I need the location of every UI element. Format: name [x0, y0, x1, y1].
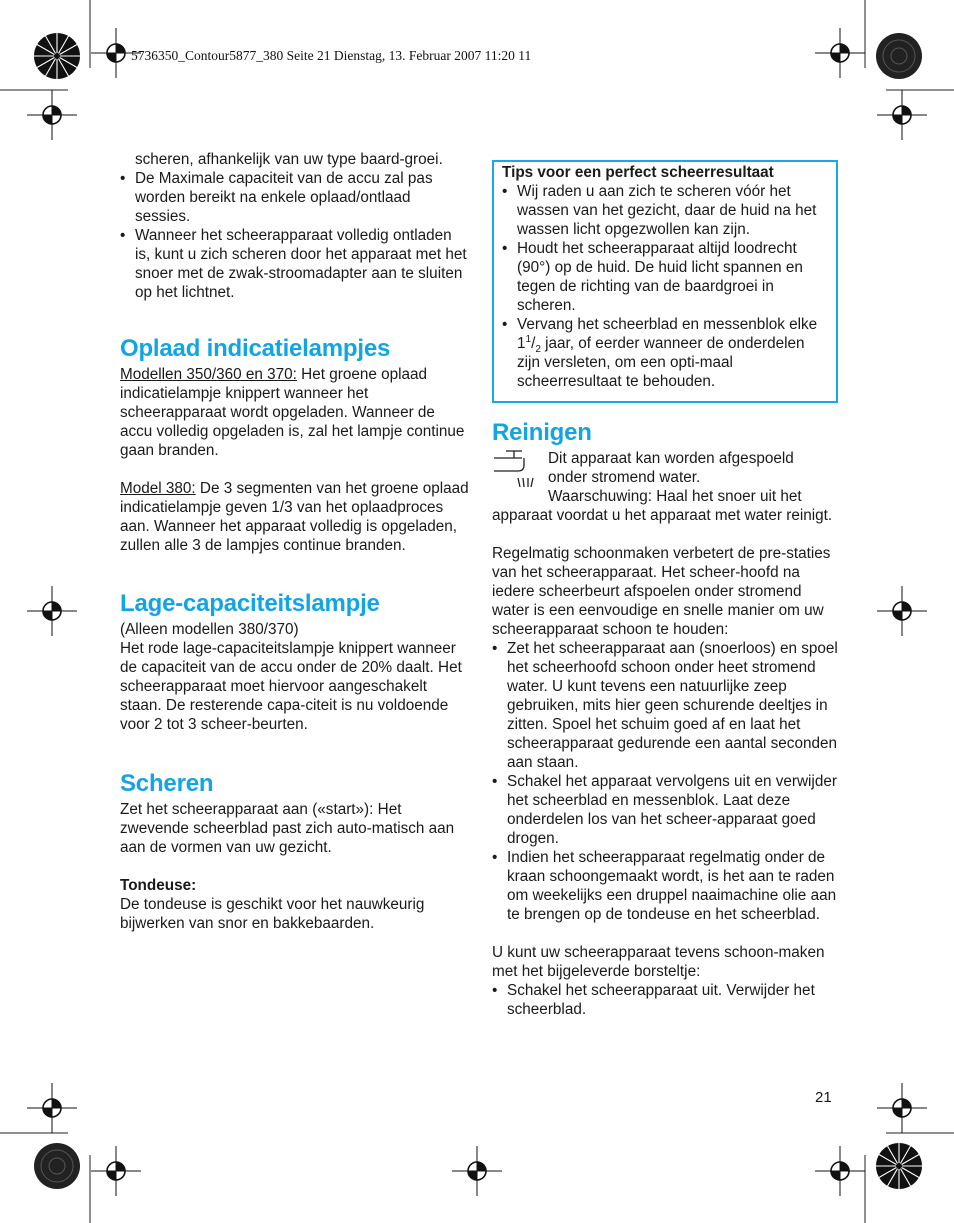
- reinigen-warning-line: Waarschuwing: Haal het snoer uit het: [548, 488, 802, 505]
- print-info-line: 5736350_Contour5877_380 Seite 21 Dienstag, 13. Februar 2007 11:20 11: [131, 48, 532, 63]
- registration-target-icon: [875, 584, 929, 638]
- models-text: Het groene oplaad indicatielampje knippert wanneer het scheerapparaat wordt opgeladen. Wanneer de accu volledig opgeladen is, zal het lampje continue gaan branden.: [120, 366, 465, 459]
- lage-paragraph: Het rode lage-capaciteitslampje knippert wanneer de capaciteit van de accu onder de 20% daalt. Het scheerapparaat moet hiervoor aangeschakelt staan. De resterende capa-citeit is nu voldoende voor 2 tot 3 scheer-beurten.: [120, 640, 462, 733]
- registration-target-icon: [813, 1144, 867, 1198]
- section-heading-oplaad: Oplaad indicatielampjes: [120, 335, 391, 362]
- registration-target-icon: [875, 1081, 929, 1135]
- intro-continuation: scheren, afhankelijk van uw type baard-groei.: [135, 151, 443, 168]
- list-item: • Schakel het apparaat vervolgens uit en verwijder het scheerblad en messenblok. Laat deze onderdelen los van het scheer-apparaat goed drogen.: [492, 772, 838, 848]
- oplaad-models-paragraph: [120, 365, 470, 460]
- right-column: [492, 160, 838, 1019]
- reinigen-bullet-list: [492, 639, 838, 924]
- oplaad-model380-paragraph: [120, 479, 470, 555]
- scheren-paragraph: Zet het scheerapparaat aan («start»): Het zwevende scheerblad past zich auto-matisch aan aan de vormen van uw gezicht.: [120, 801, 455, 856]
- registration-target-icon: [25, 88, 79, 142]
- section-heading-scheren: Scheren: [120, 770, 214, 797]
- models-label: Modellen 350/360 en 370:: [120, 366, 297, 383]
- lage-models-note: (Alleen modellen 380/370): [120, 621, 299, 638]
- list-item: • Zet het scheerapparaat aan (snoerloos) en spoel het scheerhoofd schoon onder heet stromend water. U kunt tevens een natuurlijke zeep gebruiken, mits hier geen schurende deeltjes in zitten. Spoel het schuim goed af en laat het scheerapparaat gedurende een aantal seconden aan staan.: [492, 639, 838, 772]
- list-item: [502, 315, 828, 391]
- registration-target-icon: [25, 584, 79, 638]
- reinigen-paragraph: Regelmatig schoonmaken verbetert de pre-staties van het scheerapparaat. Het scheer-hoofd na iedere scheerbeurt afspoelen onder stromend water is een eenvoudige en snelle manier om uw scheerapparaat schoon te houden:: [492, 545, 831, 638]
- model380-text: De 3 segmenten van het groene oplaad indicatielampje geven 1/3 van het oplaadproces aan. Wanneer het apparaat volledig is opgeladen, zullen alle 3 de lampjes continue branden.: [120, 480, 469, 554]
- reinigen-line1: Dit apparaat kan worden afgespoeld: [548, 450, 794, 467]
- list-item: • De Maximale capaciteit van de accu zal pas worden bereikt na enkele oplaad/ontlaad sessies.: [120, 169, 470, 226]
- brush-paragraph: U kunt uw scheerapparaat tevens schoon-maken met het bijgeleverde borsteltje:: [492, 944, 825, 980]
- list-item: • Wij raden u aan zich te scheren vóór het wassen van het gezicht, daar de huid na het wassen licht opgezwollen kan zijn.: [502, 182, 828, 239]
- tondeuse-label: Tondeuse:: [120, 877, 197, 894]
- tondeuse-paragraph: De tondeuse is geschikt voor het nauwkeurig bijwerken van snor en bakkebaarden.: [120, 896, 425, 932]
- model380-label: Model 380:: [120, 480, 196, 497]
- faucet-icon: [492, 449, 540, 495]
- starburst-mark-icon: [33, 32, 81, 80]
- tip3-text-end: jaar, of eerder wanneer de onderdelen zijn versleten, om een opti-maal scheerresultaat te behouden.: [517, 335, 805, 390]
- fraction-denominator: 2: [535, 344, 541, 356]
- list-item: • Schakel het scheerapparaat uit. Verwijder het scheerblad.: [492, 981, 838, 1019]
- starburst-mark-icon: [875, 32, 923, 80]
- registration-target-icon: [89, 1144, 143, 1198]
- registration-target-icon: [450, 1144, 504, 1198]
- page-number: 21: [815, 1089, 832, 1106]
- intro-bullet-list: [120, 169, 470, 302]
- list-item: • Indien het scheerapparaat regelmatig onder de kraan schoongemaakt wordt, is het aan te raden om weekelijks een druppel naaimachine olie aan te brengen op de tondeuse en het scheerblad.: [492, 848, 838, 924]
- registration-target-icon: [813, 26, 867, 80]
- list-item: • Wanneer het scheerapparaat volledig ontladen is, kunt u zich scheren door het apparaat met het snoer met de zwak-stroomadapter aan te sluiten op het lichtnet.: [120, 226, 470, 302]
- fraction-numerator: 1: [525, 333, 532, 345]
- section-heading-lage: Lage-capaciteitslampje: [120, 590, 380, 617]
- brush-bullet-list: [492, 981, 838, 1019]
- starburst-mark-icon: [33, 1142, 81, 1190]
- fraction-slash: /: [531, 335, 536, 352]
- registration-target-icon: [875, 88, 929, 142]
- reinigen-warning-rest: apparaat voordat u het apparaat met water reinigt.: [492, 507, 833, 524]
- reinigen-intro: [492, 449, 838, 525]
- tips-box: [492, 160, 838, 403]
- section-heading-reinigen: Reinigen: [492, 419, 592, 446]
- registration-target-icon: [25, 1081, 79, 1135]
- reinigen-line2: onder stromend water.: [548, 469, 701, 486]
- tips-title: Tips voor een perfect scheerresultaat: [502, 164, 774, 181]
- tips-list: [502, 182, 828, 391]
- left-column: [120, 150, 470, 933]
- starburst-mark-icon: [875, 1142, 923, 1190]
- tip3-text-start: Vervang het scheerblad en messenblok elke 1: [517, 316, 818, 352]
- list-item: • Houdt het scheerapparaat altijd loodrecht (90°) op de huid. De huid licht spannen en tegen de richting van de baardgroei in scheren.: [502, 239, 828, 315]
